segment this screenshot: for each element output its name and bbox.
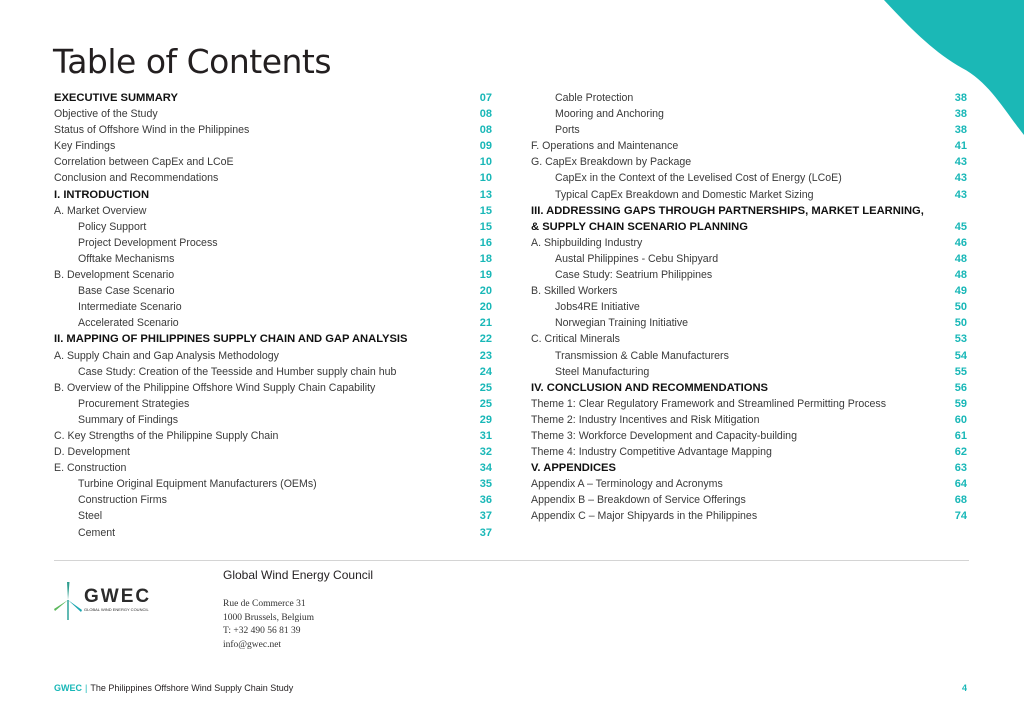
toc-entry[interactable] xyxy=(531,154,967,170)
toc-entry-page: 56 xyxy=(954,381,967,394)
toc-entry-page: 43 xyxy=(954,156,967,169)
toc-entry[interactable] xyxy=(54,331,492,347)
toc-right-column xyxy=(531,90,967,525)
toc-entry-page: 19 xyxy=(479,269,492,282)
toc-entry-label: Austal Philippines - Cebu Shipyard xyxy=(555,252,719,265)
toc-entry-page: 41 xyxy=(954,140,967,153)
toc-entry-label: Transmission & Cable Manufacturers xyxy=(555,349,729,362)
toc-entry-page: 10 xyxy=(479,172,492,185)
toc-entry-label: Ports xyxy=(555,124,580,137)
toc-entry[interactable] xyxy=(531,428,967,444)
toc-entry-page: 50 xyxy=(954,317,967,330)
toc-entry[interactable] xyxy=(531,348,967,364)
toc-entry[interactable] xyxy=(54,90,492,106)
toc-entry[interactable] xyxy=(54,476,492,492)
toc-entry-page: 23 xyxy=(479,349,492,362)
toc-entry-label: Theme 2: Industry Incentives and Risk Mitigation xyxy=(531,413,760,426)
toc-entry[interactable] xyxy=(54,492,492,508)
toc-entry-label: CapEx in the Context of the Levelised Cost of Energy (LCoE) xyxy=(555,172,842,185)
toc-entry-label: Steel xyxy=(78,510,103,523)
toc-entry-label: Case Study: Seatrium Philippines xyxy=(555,269,713,282)
organization-name: Global Wind Energy Council xyxy=(223,568,374,582)
toc-entry-label: Summary of Findings xyxy=(78,413,179,426)
toc-entry-label: IV. CONCLUSION AND RECOMMENDATIONS xyxy=(531,381,769,394)
toc-entry-page: 20 xyxy=(479,285,492,298)
toc-entry[interactable] xyxy=(531,138,967,154)
toc-entry[interactable] xyxy=(54,154,492,170)
toc-entry-label: B. Development Scenario xyxy=(54,269,175,282)
toc-entry[interactable] xyxy=(531,364,967,380)
toc-entry-page: 32 xyxy=(479,446,492,459)
toc-entry-page: 15 xyxy=(479,204,492,217)
toc-entry[interactable] xyxy=(54,444,492,460)
toc-entry[interactable] xyxy=(531,235,967,251)
toc-entry-page: 08 xyxy=(479,124,492,137)
toc-entry[interactable] xyxy=(54,106,492,122)
toc-entry[interactable] xyxy=(54,364,492,380)
toc-entry[interactable] xyxy=(531,315,967,331)
toc-entry-page: 29 xyxy=(479,413,492,426)
toc-entry-page: 49 xyxy=(954,285,967,298)
toc-entry[interactable] xyxy=(54,428,492,444)
toc-entry-page: 37 xyxy=(479,526,492,539)
toc-entry-page: 55 xyxy=(954,365,967,378)
toc-entry-page: 62 xyxy=(954,446,967,459)
toc-entry[interactable] xyxy=(531,251,967,267)
toc-entry-label: Turbine Original Equipment Manufacturers (OEMs) xyxy=(78,478,317,491)
svg-text:GLOBAL WIND ENERGY COUNCIL: GLOBAL WIND ENERGY COUNCIL xyxy=(84,607,149,612)
toc-entry-label: Objective of the Study xyxy=(54,108,158,121)
toc-entry-label: E. Construction xyxy=(54,462,127,475)
toc-entry[interactable] xyxy=(54,235,492,251)
toc-entry-page: 68 xyxy=(954,494,967,507)
toc-entry[interactable] xyxy=(54,396,492,412)
toc-entry-label: Status of Offshore Wind in the Philippines xyxy=(54,124,250,137)
toc-entry-page: 43 xyxy=(954,188,967,201)
toc-entry[interactable] xyxy=(54,315,492,331)
toc-entry-label: & SUPPLY CHAIN SCENARIO PLANNING xyxy=(531,220,748,233)
toc-entry-label: EXECUTIVE SUMMARY xyxy=(54,92,178,104)
toc-entry-page: 45 xyxy=(954,220,967,233)
address-line: Rue de Commerce 31 xyxy=(223,599,306,609)
toc-entry-label: C. Critical Minerals xyxy=(531,333,620,346)
toc-entry-page: 60 xyxy=(954,413,967,426)
toc-entry-label: Theme 4: Industry Competitive Advantage Mapping xyxy=(531,446,772,459)
toc-entry[interactable] xyxy=(54,412,492,428)
toc-entry-page: 53 xyxy=(954,333,967,346)
address-line: 1000 Brussels, Belgium xyxy=(223,612,315,623)
toc-entry[interactable] xyxy=(54,460,492,476)
toc-entry-page: 74 xyxy=(954,510,967,523)
toc-entry-page: 43 xyxy=(954,172,967,185)
toc-entry-label: Intermediate Scenario xyxy=(78,301,182,314)
toc-entry[interactable] xyxy=(54,299,492,315)
toc-entry[interactable] xyxy=(531,412,967,428)
toc-entry-page: 48 xyxy=(954,269,967,282)
toc-entry-page: 15 xyxy=(479,220,492,233)
toc-entry-page: 63 xyxy=(954,462,967,475)
toc-entry[interactable] xyxy=(531,476,967,492)
toc-entry[interactable] xyxy=(531,267,967,283)
toc-entry-label: Appendix B – Breakdown of Service Offerings xyxy=(531,494,746,507)
toc-entry[interactable] xyxy=(54,348,492,364)
toc-entry-page: 37 xyxy=(479,510,492,523)
toc-entry-label: Accelerated Scenario xyxy=(78,317,179,330)
toc-entry[interactable] xyxy=(531,122,967,138)
toc-entry-page: 21 xyxy=(479,317,492,330)
toc-entry[interactable] xyxy=(54,380,492,396)
toc-entry-label: Appendix A – Terminology and Acronyms xyxy=(531,478,723,491)
toc-entry-page: 13 xyxy=(479,188,492,201)
toc-entry[interactable] xyxy=(54,122,492,138)
toc-entry-page: 07 xyxy=(479,92,492,104)
page-number: 4 xyxy=(962,683,968,693)
toc-entry-page: 48 xyxy=(954,252,967,265)
toc-entry-label: A. Shipbuilding Industry xyxy=(531,236,643,249)
toc-entry-label: Theme 1: Clear Regulatory Framework and Streamlined Permitting Process xyxy=(531,397,887,410)
toc-entry-label: Correlation between CapEx and LCoE xyxy=(54,156,234,169)
toc-entry[interactable] xyxy=(54,251,492,267)
toc-entry[interactable] xyxy=(54,138,492,154)
toc-entry-page: 38 xyxy=(954,92,967,104)
toc-entry-page: 31 xyxy=(479,429,492,442)
toc-left-column xyxy=(54,90,492,541)
toc-entry-page: 54 xyxy=(954,349,967,362)
toc-entry-label: C. Key Strengths of the Philippine Supply Chain xyxy=(54,429,279,442)
toc-entry-page: 34 xyxy=(479,462,492,475)
wind-turbine-icon xyxy=(54,582,82,620)
toc-entry-label: Appendix C – Major Shipyards in the Philippines xyxy=(531,510,758,523)
toc-entry-label: B. Overview of the Philippine Offshore Wind Supply Chain Capability xyxy=(54,381,376,394)
toc-entry-label: Case Study: Creation of the Teesside and Humber supply chain hub xyxy=(78,365,397,378)
toc-entry-page: 64 xyxy=(954,478,967,491)
toc-entry-page: 38 xyxy=(954,124,967,137)
toc-entry-page: 25 xyxy=(479,381,492,394)
toc-entry[interactable] xyxy=(54,525,492,541)
toc-entry-label: I. INTRODUCTION xyxy=(54,188,150,201)
toc-entry[interactable] xyxy=(531,170,967,186)
toc-entry[interactable] xyxy=(54,283,492,299)
gwec-logo xyxy=(54,580,174,620)
toc-entry[interactable] xyxy=(531,187,967,203)
toc-entry[interactable] xyxy=(54,267,492,283)
toc-entry[interactable] xyxy=(54,219,492,235)
toc-entry-label: Cement xyxy=(78,526,116,539)
toc-entry-page: 59 xyxy=(954,397,967,410)
toc-entry[interactable] xyxy=(531,219,967,235)
toc-entry-label: Typical CapEx Breakdown and Domestic Market Sizing xyxy=(555,188,814,201)
toc-entry-label: Construction Firms xyxy=(78,494,167,507)
footer-separator: | xyxy=(85,683,88,693)
toc-entry-label: II. MAPPING OF PHILIPPINES SUPPLY CHAIN AND GAP ANALYSIS xyxy=(54,333,408,346)
toc-entry-page: 46 xyxy=(954,236,967,249)
toc-entry[interactable] xyxy=(531,396,967,412)
toc-entry-page: 38 xyxy=(954,108,967,121)
toc-entry[interactable] xyxy=(531,508,967,524)
toc-entry-label: Jobs4RE Initiative xyxy=(555,301,640,314)
page-title: Table of Contents xyxy=(53,42,332,81)
toc-entry-page: 36 xyxy=(479,494,492,507)
toc-entry-label: Key Findings xyxy=(54,140,116,153)
toc-entry-label: D. Development xyxy=(54,446,130,459)
toc-entry-label: Conclusion and Recommendations xyxy=(54,172,219,185)
toc-entry[interactable] xyxy=(531,492,967,508)
toc-entry-label: F. Operations and Maintenance xyxy=(531,140,679,153)
toc-entry-page: 35 xyxy=(479,478,492,491)
toc-entry-page: 25 xyxy=(479,397,492,410)
toc-entry-label: V. APPENDICES xyxy=(531,462,616,475)
toc-entry-label: G. CapEx Breakdown by Package xyxy=(531,156,692,169)
toc-entry-label: A. Supply Chain and Gap Analysis Methodology xyxy=(54,349,279,362)
toc-entry-label: B. Skilled Workers xyxy=(531,285,618,298)
svg-text:GWEC: GWEC xyxy=(84,586,152,607)
toc-entry[interactable] xyxy=(531,299,967,315)
toc-entry-label: Offtake Mechanisms xyxy=(78,252,175,265)
toc-entry-label: Policy Support xyxy=(78,220,147,233)
toc-entry-label: Cable Protection xyxy=(555,92,634,104)
toc-entry[interactable] xyxy=(54,170,492,186)
toc-entry[interactable] xyxy=(54,187,492,203)
toc-entry[interactable] xyxy=(531,203,967,219)
toc-entry-label: Mooring and Anchoring xyxy=(555,108,664,121)
toc-entry-label: Norwegian Training Initiative xyxy=(555,317,689,330)
toc-entry-page: 16 xyxy=(479,236,492,249)
toc-entry-page: 18 xyxy=(479,252,492,265)
toc-entry-page: 22 xyxy=(479,333,492,346)
toc-entry-page: 09 xyxy=(479,140,492,153)
toc-entry[interactable] xyxy=(531,380,967,396)
toc-entry-page: 08 xyxy=(479,108,492,121)
toc-entry-page: 50 xyxy=(954,301,967,314)
contact-address xyxy=(223,598,314,652)
toc-entry-label: III. ADDRESSING GAPS THROUGH PARTNERSHIPS, MARKET LEARNING, xyxy=(531,204,924,217)
toc-entry-label: Base Case Scenario xyxy=(78,285,175,298)
toc-entry-label: Procurement Strategies xyxy=(78,397,190,410)
toc-entry-page: 61 xyxy=(954,429,967,442)
toc-entry-label: A. Market Overview xyxy=(54,204,147,217)
toc-entry[interactable] xyxy=(531,460,967,476)
divider xyxy=(54,560,969,561)
toc-entry[interactable] xyxy=(531,444,967,460)
toc-entry[interactable] xyxy=(531,106,967,122)
toc-entry[interactable] xyxy=(531,283,967,299)
toc-entry[interactable] xyxy=(531,90,967,106)
phone-number: T: +32 490 56 81 39 xyxy=(223,626,301,636)
toc-entry[interactable] xyxy=(54,508,492,524)
toc-entry[interactable] xyxy=(531,331,967,347)
toc-entry-label: Theme 3: Workforce Development and Capacity-building xyxy=(531,429,797,442)
toc-entry-page: 10 xyxy=(479,156,492,169)
toc-entry-page: 24 xyxy=(479,365,492,378)
toc-entry-label: Steel Manufacturing xyxy=(555,365,650,378)
toc-entry-label: Project Development Process xyxy=(78,236,218,249)
page-footer xyxy=(54,683,293,693)
toc-entry-page: 20 xyxy=(479,301,492,314)
footer-doc-title: The Philippines Offshore Wind Supply Chain Study xyxy=(90,683,294,693)
footer-brand: GWEC xyxy=(54,683,82,693)
email-link[interactable]: info@gwec.net xyxy=(223,639,282,650)
toc-entry[interactable] xyxy=(54,203,492,219)
